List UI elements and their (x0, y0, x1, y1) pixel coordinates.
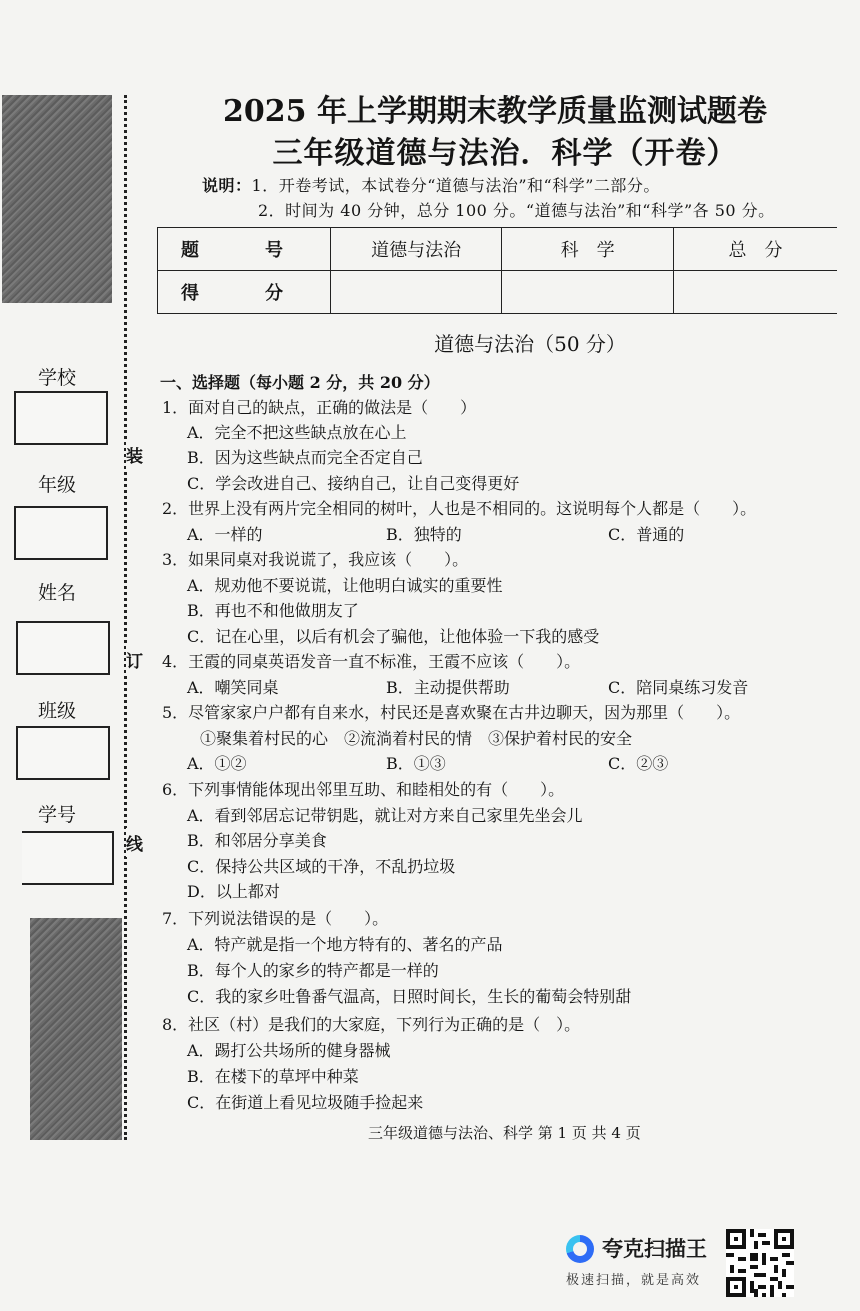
q8-option-a[interactable]: A．踢打公共场所的健身器械 (187, 1041, 391, 1060)
q7-option-b[interactable]: B．每个人的家乡的特产都是一样的 (187, 961, 439, 980)
cell-morality-score[interactable] (330, 271, 501, 314)
grade-field[interactable] (14, 506, 108, 560)
part-title: 一、选择题（每小题 2 分，共 20 分） (160, 373, 440, 392)
school-field[interactable] (14, 391, 108, 445)
class-label: 班级 (38, 700, 77, 722)
binding-char-xian: 线 (126, 828, 143, 857)
name-label: 姓名 (38, 582, 77, 604)
instructions-line2: 2．时间为 40 分钟，总分 100 分。“道德与法治”和“科学”各 50 分。 (258, 201, 775, 220)
q6-option-d[interactable]: D．以上都对 (187, 882, 280, 901)
binding-char-zhuang: 装 (126, 440, 143, 469)
cell-item-label: 题 号 (158, 228, 331, 271)
q3-option-c[interactable]: C．记在心里，以后有机会了骗他，让他体验一下我的感受 (187, 627, 600, 646)
grade-label: 年级 (38, 474, 77, 496)
question-1: 1．面对自己的缺点，正确的做法是（ ） (162, 398, 477, 417)
scanner-logo-icon (566, 1235, 594, 1263)
q4-option-b[interactable]: B．主动提供帮助 (386, 678, 510, 697)
page-footer: 三年级道德与法治、科学 第 1 页 共 4 页 (368, 1124, 641, 1142)
score-table-score-row (158, 271, 838, 314)
question-6: 6．下列事情能体现出邻里互助、和睦相处的有（ ）。 (162, 780, 565, 799)
q7-option-a[interactable]: A．特产就是指一个地方特有的、著名的产品 (187, 935, 503, 954)
q2-option-a[interactable]: A．一样的 (187, 525, 263, 544)
score-table-header-row (158, 228, 838, 271)
q7-option-c[interactable]: C．我的家乡吐鲁番气温高，日照时间长，生长的葡萄会特别甜 (187, 987, 632, 1006)
cell-science-score[interactable] (502, 271, 674, 314)
section-title: 道德与法治（50 分） (434, 332, 626, 356)
instructions-label: 说明： (202, 176, 252, 195)
cell-morality-header: 道德与法治 (330, 228, 501, 271)
binding-dotted-line (124, 95, 127, 1140)
q1-option-b[interactable]: B．因为这些缺点而完全否定自己 (187, 448, 423, 467)
q1-option-c[interactable]: C．学会改进自己、接纳自己，让自己变得更好 (187, 474, 520, 493)
q1-option-a[interactable]: A．完全不把这些缺点放在心上 (187, 423, 407, 442)
exam-title: 2025 年上学期期末教学质量监测试题卷 (223, 94, 767, 129)
q6-option-a[interactable]: A．看到邻居忘记带钥匙，就让对方来自己家里先坐会儿 (187, 806, 583, 825)
q4-option-c[interactable]: C．陪同桌练习发音 (608, 678, 749, 697)
instructions-text-1: 1．开卷考试，本试卷分“道德与法治”和“科学”二部分。 (251, 176, 660, 195)
q5-statements: ①聚集着村民的心 ②流淌着村民的情 ③保护着村民的安全 (200, 729, 633, 748)
student-id-label: 学号 (38, 804, 77, 826)
q6-option-c[interactable]: C．保持公共区域的干净，不乱扔垃圾 (187, 857, 456, 876)
q3-option-b[interactable]: B．再也不和他做朋友了 (187, 601, 359, 620)
question-3: 3．如果同桌对我说谎了，我应该（ ）。 (162, 550, 469, 569)
question-2: 2．世界上没有两片完全相同的树叶，人也是不相同的。这说明每个人都是（ ）。 (162, 499, 757, 518)
q6-option-b[interactable]: B．和邻居分享美食 (187, 831, 327, 850)
question-7: 7．下列说法错误的是（ ）。 (162, 909, 389, 928)
instructions-line1 (202, 173, 660, 196)
cell-score-label: 得 分 (158, 271, 331, 314)
student-id-field[interactable] (22, 831, 114, 885)
q2-option-c[interactable]: C．普通的 (608, 525, 685, 544)
question-8: 8．社区（村）是我们的大家庭，下列行为正确的是（ ）。 (162, 1015, 581, 1034)
q3-option-a[interactable]: A．规劝他不要说谎，让他明白诚实的重要性 (187, 576, 503, 595)
school-label: 学校 (38, 367, 77, 389)
score-table (157, 227, 837, 314)
q8-option-b[interactable]: B．在楼下的草坪中种菜 (187, 1067, 359, 1086)
qr-code-icon (726, 1229, 794, 1297)
scanner-name: 夸克扫描王 (602, 1237, 707, 1261)
scanner-slogan: 极速扫描，就是高效 (566, 1273, 702, 1288)
exam-subtitle: 三年级道德与法治．科学（开卷） (272, 136, 738, 171)
q5-option-a[interactable]: A．①② (187, 754, 247, 773)
q5-option-c[interactable]: C．②③ (608, 754, 669, 773)
question-5: 5．尽管家家户户都有自来水，村民还是喜欢聚在古井边聊天，因为那里（ ）。 (162, 703, 741, 722)
q4-option-a[interactable]: A．嘲笑同桌 (187, 678, 279, 697)
name-field[interactable] (16, 621, 110, 675)
cell-total-header: 总 分 (674, 228, 837, 271)
q5-option-b[interactable]: B．①③ (386, 754, 446, 773)
cell-science-header: 科 学 (502, 228, 674, 271)
scan-shadow-bottom (30, 918, 122, 1140)
cell-total-score[interactable] (674, 271, 837, 314)
q8-option-c[interactable]: C．在街道上看见垃圾随手捡起来 (187, 1093, 424, 1112)
q2-option-b[interactable]: B．独特的 (386, 525, 462, 544)
class-field[interactable] (16, 726, 110, 780)
binding-char-ding: 订 (126, 645, 143, 674)
question-4: 4．王霞的同桌英语发音一直不标准，王霞不应该（ ）。 (162, 652, 581, 671)
